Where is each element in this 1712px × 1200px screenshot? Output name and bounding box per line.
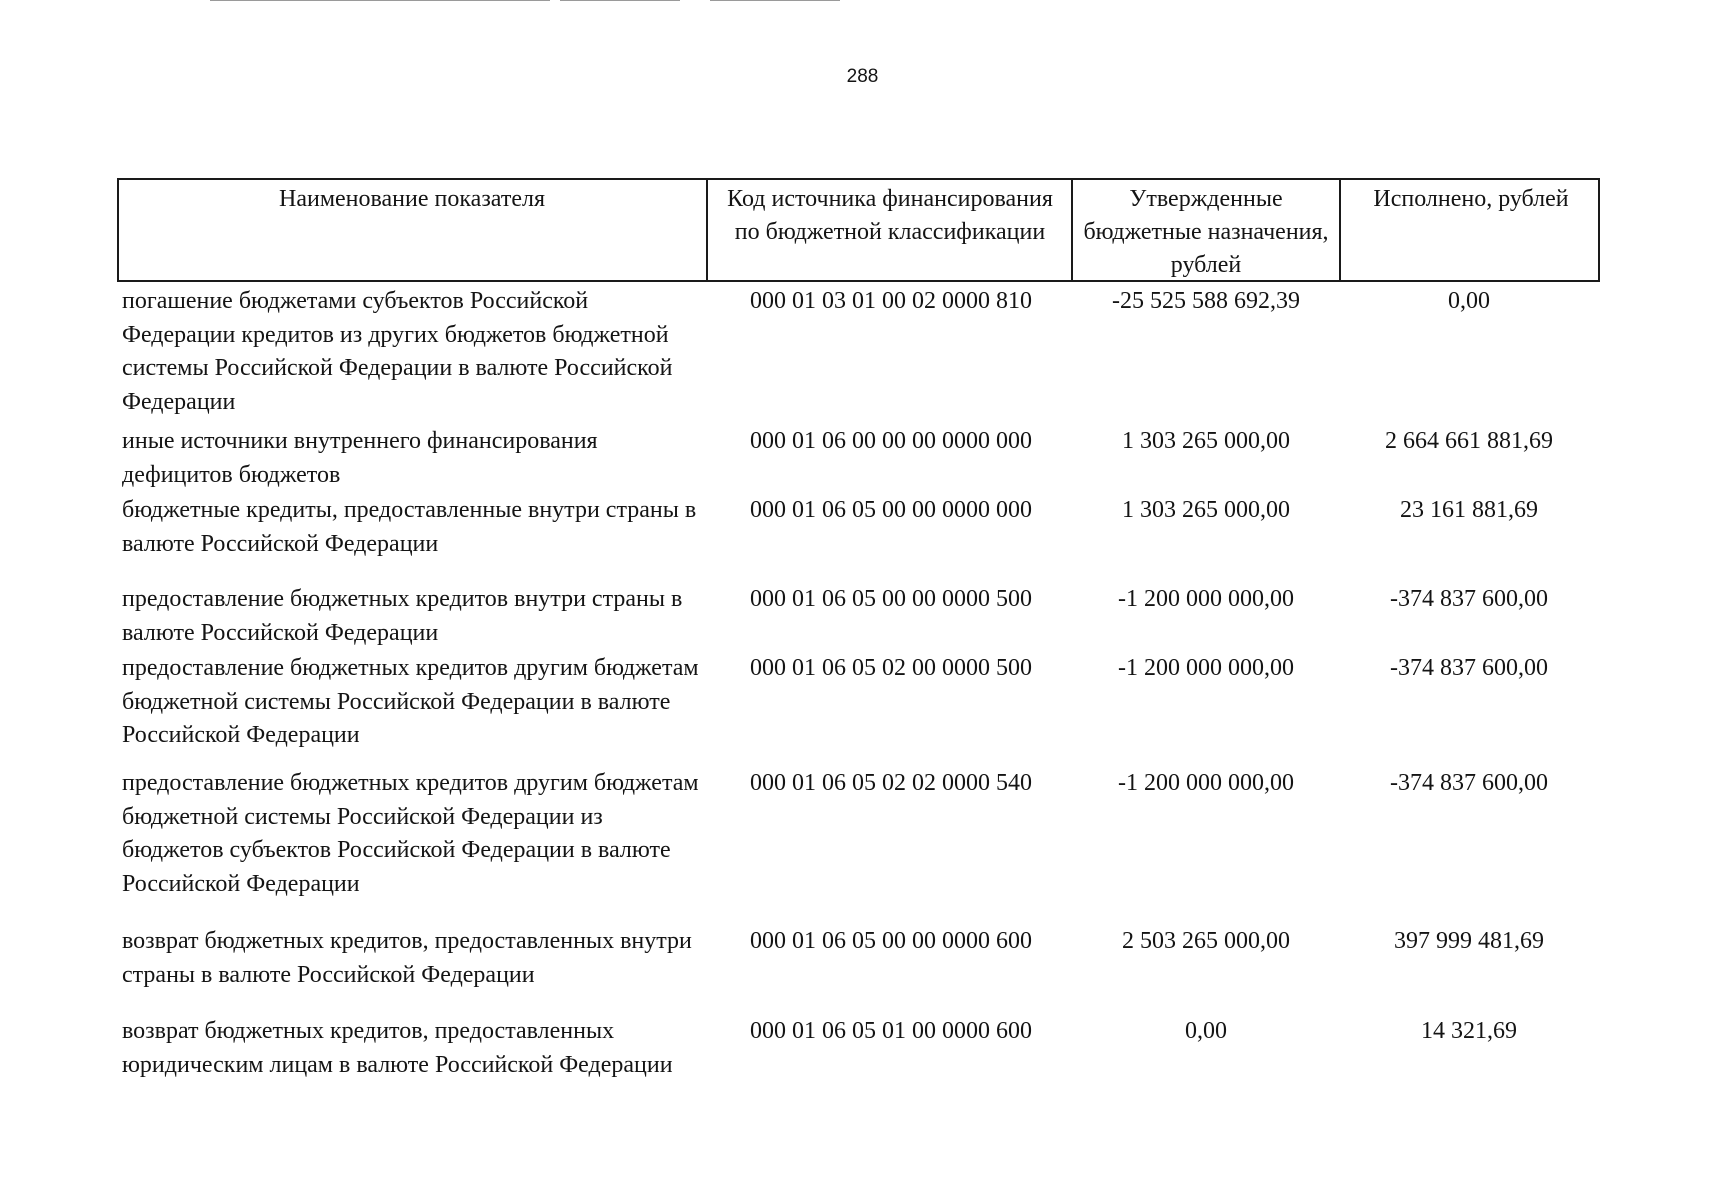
row-executed: -374 837 600,00: [1390, 655, 1548, 681]
column-header-name: Наименование показателя: [279, 186, 545, 212]
column-divider: [1339, 180, 1341, 280]
row-name: возврат бюджетных кредитов, предоставленных юридическим лицам в валюте Российской Федерации: [122, 1018, 673, 1078]
row-executed: 14 321,69: [1421, 1018, 1517, 1044]
row-code: 000 01 06 05 00 00 0000 600: [750, 928, 1032, 954]
row-approved: -1 200 000 000,00: [1118, 770, 1294, 796]
row-code: 000 01 03 01 00 02 0000 810: [750, 288, 1032, 314]
row-name: предоставление бюджетных кредитов другим бюджетам бюджетной системы Российской Федерации из бюджетов субъектов Российской Федерации в валюте Российской Федерации: [122, 770, 699, 897]
row-approved: 2 503 265 000,00: [1122, 928, 1290, 954]
row-name: бюджетные кредиты, предоставленные внутри страны в валюте Российской Федерации: [122, 497, 697, 557]
column-divider: [706, 180, 708, 280]
row-executed: -374 837 600,00: [1390, 770, 1548, 796]
row-code: 000 01 06 00 00 00 0000 000: [750, 428, 1032, 454]
row-name: возврат бюджетных кредитов, предоставленных внутри страны в валюте Российской Федерации: [122, 928, 692, 988]
scan-artifact: [710, 0, 840, 1]
row-approved: -1 200 000 000,00: [1118, 655, 1294, 681]
column-header-approved: Утвержденные бюджетные назначения, рублей: [1083, 186, 1329, 278]
row-name: иные источники внутреннего финансирования дефицитов бюджетов: [122, 428, 598, 488]
row-code: 000 01 06 05 00 00 0000 500: [750, 586, 1032, 612]
row-name: предоставление бюджетных кредитов внутри страны в валюте Российской Федерации: [122, 586, 683, 646]
scan-artifact: [210, 0, 550, 1]
column-divider: [1071, 180, 1073, 280]
row-code: 000 01 06 05 02 02 0000 540: [750, 770, 1032, 796]
row-executed: 0,00: [1448, 288, 1490, 314]
row-code: 000 01 06 05 02 00 0000 500: [750, 655, 1032, 681]
page-number: 288: [846, 66, 879, 87]
row-code: 000 01 06 05 00 00 0000 000: [750, 497, 1032, 523]
row-name: погашение бюджетами субъектов Российской Федерации кредитов из других бюджетов бюджетной системы Российской Федерации в валюте Российской Федерации: [122, 288, 673, 415]
row-code: 000 01 06 05 01 00 0000 600: [750, 1018, 1032, 1044]
row-approved: -1 200 000 000,00: [1118, 586, 1294, 612]
row-approved: 1 303 265 000,00: [1122, 497, 1290, 523]
row-executed: 397 999 481,69: [1394, 928, 1544, 954]
row-approved: -25 525 588 692,39: [1112, 288, 1300, 314]
column-header-executed: Исполнено, рублей: [1373, 186, 1569, 212]
row-executed: -374 837 600,00: [1390, 586, 1548, 612]
row-approved: 0,00: [1185, 1018, 1227, 1044]
scan-artifact: [560, 0, 680, 1]
column-header-code: Код источника финансирования по бюджетной классификации: [727, 186, 1053, 245]
row-approved: 1 303 265 000,00: [1122, 428, 1290, 454]
row-name: предоставление бюджетных кредитов другим бюджетам бюджетной системы Российской Федерации в валюте Российской Федерации: [122, 655, 699, 748]
row-executed: 23 161 881,69: [1400, 497, 1538, 523]
row-executed: 2 664 661 881,69: [1385, 428, 1553, 454]
